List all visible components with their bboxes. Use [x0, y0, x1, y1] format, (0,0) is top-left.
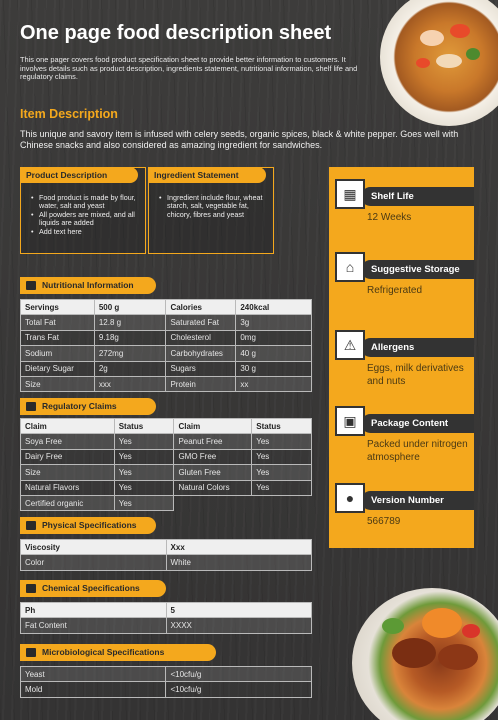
table-cell: 240kcal	[236, 300, 312, 315]
table-cell: XXXX	[166, 618, 311, 633]
package-label: Package Content	[361, 414, 474, 433]
table-cell: 500 g	[94, 300, 166, 315]
table-cell: Cholesterol	[166, 330, 236, 345]
table-cell: xx	[236, 376, 312, 391]
nutritional-info-label: Nutritional Information	[42, 280, 134, 290]
table-cell: Status	[114, 419, 174, 434]
coffee-beans-icon: ●	[335, 483, 365, 513]
table-cell: Size	[21, 376, 95, 391]
table-cell: White	[166, 555, 311, 570]
table-row	[21, 540, 312, 555]
storage-item	[333, 260, 474, 298]
table-cell: Yes	[114, 495, 174, 510]
table-cell: Xxx	[166, 540, 311, 555]
table-cell: Dietary Sugar	[21, 361, 95, 376]
table-cell: 2g	[94, 361, 166, 376]
item-description-text: This unique and savory item is infused with celery seeds, organic spices, black & white pepper. Goes well with Chinese snacks and also considered as amazing ingredient for sandwiches.	[20, 129, 459, 150]
table-cell: 9.18g	[94, 330, 166, 345]
table-cell: Yeast	[21, 667, 166, 682]
package-value: Packed under nitrogen atmosphere	[367, 439, 468, 463]
version-item	[333, 491, 474, 529]
table-row	[21, 346, 312, 361]
table-cell: GMO Free	[174, 449, 252, 464]
table-cell: xxx	[94, 376, 166, 391]
table-cell: Servings	[21, 300, 95, 315]
table-cell: Yes	[252, 465, 312, 480]
table-cell: Dairy Free	[21, 449, 115, 464]
food-plate-image	[352, 588, 498, 720]
table-cell: Yes	[252, 480, 312, 495]
document-icon	[26, 648, 36, 657]
table-cell: Yes	[252, 449, 312, 464]
table-cell: Sugars	[166, 361, 236, 376]
microbiological-specs-tag	[20, 644, 216, 661]
table-row	[21, 315, 312, 330]
table-cell: Yes	[114, 465, 174, 480]
scale-icon	[26, 402, 36, 411]
table-row	[21, 667, 312, 682]
package-icon: ▣	[335, 406, 365, 436]
document-icon	[26, 584, 36, 593]
version-label: Version Number	[361, 491, 474, 510]
warehouse-icon: ⌂	[335, 252, 365, 282]
table-row	[21, 465, 312, 480]
table-cell: Ph	[21, 603, 167, 618]
allergens-item	[333, 338, 474, 388]
table-row	[21, 603, 312, 618]
table-cell: Gluten Free	[174, 465, 252, 480]
chemical-specs-tag	[20, 580, 166, 597]
list-item: • Ingredient include flour, wheat starch, salt, vegetable fat, chicory, fibres and yeast	[159, 194, 267, 219]
table-cell: Yes	[114, 434, 174, 449]
table-cell: Natural Colors	[174, 480, 252, 495]
chemical-specs-label: Chemical Specifications	[42, 583, 140, 593]
table-cell: Yes	[114, 449, 174, 464]
table-row	[21, 330, 312, 345]
table-row	[21, 419, 312, 434]
table-cell: <10cfu/g	[166, 682, 312, 697]
table-cell: 30 g	[236, 361, 312, 376]
storage-value: Refrigerated	[367, 285, 423, 296]
table-cell: Natural Flavors	[21, 480, 115, 495]
table-cell: Yes	[114, 480, 174, 495]
product-description-label: Product Description	[20, 167, 138, 183]
allergens-value: Eggs, milk derivatives and nuts	[367, 363, 464, 387]
table-cell: Sodium	[21, 346, 95, 361]
side-panel	[329, 167, 474, 548]
table-cell: Protein	[166, 376, 236, 391]
regulatory-table	[20, 418, 312, 511]
chemical-table	[20, 602, 312, 634]
food-bowl-image	[380, 0, 498, 126]
shelf-life-item	[333, 187, 474, 225]
table-cell: 3g	[236, 315, 312, 330]
nutritional-info-tag	[20, 277, 156, 294]
table-cell: Total Fat	[21, 315, 95, 330]
table-row	[21, 682, 312, 697]
storage-label: Suggestive Storage	[361, 260, 474, 279]
table-cell: Trans Fat	[21, 330, 95, 345]
physical-specs-tag	[20, 517, 156, 534]
table-row	[21, 434, 312, 449]
ingredient-statement-box	[148, 167, 274, 254]
table-row	[21, 300, 312, 315]
table-cell: Peanut Free	[174, 434, 252, 449]
physical-table	[20, 539, 312, 571]
table-row	[21, 618, 312, 633]
table-cell: Calories	[166, 300, 236, 315]
table-cell: Size	[21, 465, 115, 480]
package-item	[333, 414, 474, 464]
table-cell: 40 g	[236, 346, 312, 361]
ingredient-statement-label: Ingredient Statement	[148, 167, 266, 183]
table-cell: Status	[252, 419, 312, 434]
table-row	[21, 495, 312, 510]
table-row	[21, 361, 312, 376]
version-value: 566789	[367, 516, 401, 527]
table-cell: 272mg	[94, 346, 166, 361]
table-row	[21, 480, 312, 495]
allergens-label: Allergens	[361, 338, 474, 357]
table-row	[21, 555, 312, 570]
table-cell: Carbohydrates	[166, 346, 236, 361]
table-cell: 0mg	[236, 330, 312, 345]
table-cell: 12.8 g	[94, 315, 166, 330]
table-cell: Yes	[252, 434, 312, 449]
table-cell: Viscosity	[21, 540, 167, 555]
list-item: • All powders are mixed, and all liquids are added	[31, 211, 139, 228]
physical-specs-label: Physical Specifications	[42, 520, 137, 530]
title: One page food description sheet	[20, 22, 332, 44]
table-cell: Fat Content	[21, 618, 167, 633]
table-row	[21, 376, 312, 391]
microbiological-specs-label: Microbiological Specifications	[42, 647, 165, 657]
table-cell: Mold	[21, 682, 166, 697]
document-icon	[26, 521, 36, 530]
regulatory-claims-label: Regulatory Claims	[42, 401, 117, 411]
table-row	[21, 449, 312, 464]
table-cell	[252, 495, 312, 510]
table-cell: Soya Free	[21, 434, 115, 449]
nutritional-table	[20, 299, 312, 392]
shelf-life-value: 12 Weeks	[367, 212, 412, 223]
table-cell: <10cfu/g	[166, 667, 312, 682]
list-item: • Food product is made by flour, water, salt and yeast	[31, 194, 139, 211]
microbiological-table	[20, 666, 312, 698]
table-cell: Claim	[174, 419, 252, 434]
table-cell: Color	[21, 555, 167, 570]
table-cell: 5	[166, 603, 311, 618]
table-cell	[174, 495, 252, 510]
calendar-icon: ▦	[335, 179, 365, 209]
list-item: • Add text here	[31, 228, 139, 236]
table-cell: Certified organic	[21, 495, 115, 510]
product-description-box	[20, 167, 146, 254]
document-icon	[26, 281, 36, 290]
intro-text: This one pager covers food product specification sheet to provide better information to customers. It involves details such as product description, ingredients statement, nutritional information, shelf life and regulatory claims.	[20, 55, 358, 82]
allergen-icon: ⚠	[335, 330, 365, 360]
table-cell: Claim	[21, 419, 115, 434]
item-description-heading: Item Description	[20, 107, 118, 121]
shelf-life-label: Shelf Life	[361, 187, 474, 206]
table-cell: Saturated Fat	[166, 315, 236, 330]
regulatory-claims-tag	[20, 398, 156, 415]
